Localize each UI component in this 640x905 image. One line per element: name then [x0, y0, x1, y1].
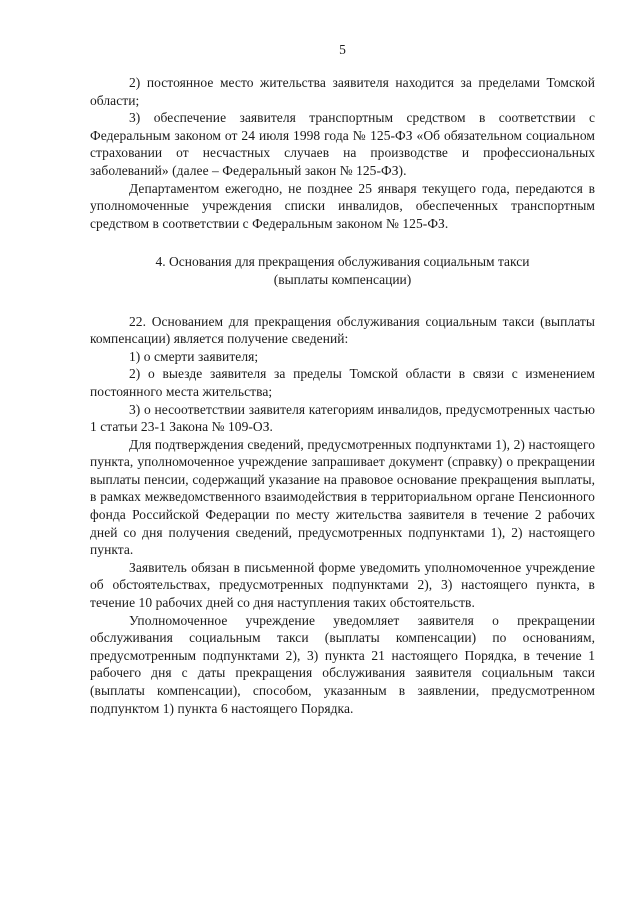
- paragraph-applicant-duty: Заявитель обязан в письменной форме уведомить уполномоченное учреждение об обстоятельствах, предусмотренных подпунктами 2), 3) настоящего пункта, в течение 10 рабочих дней со дня наступления таких обстоятельств.: [90, 559, 595, 611]
- paragraph-item-3-vehicle: 3) обеспечение заявителя транспортным средством в соответствии с Федеральным законом от 24 июля 1998 года № 125-ФЗ «Об обязательном социальном страховании от несчастных случаев на производстве и профессиональных заболеваний» (далее – Федеральный закон № 125-ФЗ).: [90, 110, 595, 178]
- paragraphs-bottom: [90, 313, 595, 718]
- paragraph-sub-2-departure: 2) о выезде заявителя за пределы Томской области в связи с изменением постоянного места жительства;: [90, 366, 595, 399]
- section-heading-line-2: (выплаты компенсации): [273, 271, 412, 287]
- document-page: [90, 40, 595, 717]
- paragraph-sub-3-mismatch: 3) о несоответствии заявителя категориям инвалидов, предусмотренных частью 1 статьи 23-1 Закона № 109-ОЗ.: [90, 401, 595, 435]
- paragraph-confirmation: Для подтверждения сведений, предусмотренных подпунктами 1), 2) настоящего пункта, уполномоченное учреждение запрашивает документ (справку) о прекращении выплаты пенсии, содержащий указание на правовое основание прекращения выплаты, в рамках межведомственного взаимодействия в территориальном органе Пенсионного фонда Российской Федерации по месту жительства заявителя в течение 2 рабочих дней со дня получения сведений, предусмотренных подпунктами 1), 2) настоящего пункта.: [90, 436, 595, 558]
- section-heading: [90, 253, 595, 288]
- paragraph-notification: Уполномоченное учреждение уведомляет заявителя о прекращении обслуживания социальным такси (выплаты компенсации) по основаниям, предусмотренным подпунктами 2), 3) пункта 21 настоящего Порядка, в течение 1 рабочего дня с даты прекращения обслуживания заявителя социальным такси (выплаты компенсации), способом, указанным в заявлении, предусмотренном подпунктом 1) пункта 6 настоящего Порядка.: [90, 612, 595, 716]
- page-number: 5: [339, 42, 346, 57]
- paragraph-item-2-residence: 2) постоянное место жительства заявителя находится за пределами Томской области;: [90, 75, 595, 108]
- paragraphs-top: [90, 74, 595, 232]
- paragraph-clause-22: 22. Основанием для прекращения обслуживания социальным такси (выплаты компенсации) является получение сведений:: [90, 313, 595, 347]
- paragraph-sub-1-death: 1) о смерти заявителя;: [129, 348, 259, 364]
- section-heading-line-1: 4. Основания для прекращения обслуживания социальным такси: [155, 254, 530, 270]
- paragraph-department-lists: Департаментом ежегодно, не позднее 25 января текущего года, передаются в уполномоченные учреждения списки инвалидов, обеспеченных транспортным средством в соответствии с Федеральным законом № 125-ФЗ.: [90, 180, 595, 231]
